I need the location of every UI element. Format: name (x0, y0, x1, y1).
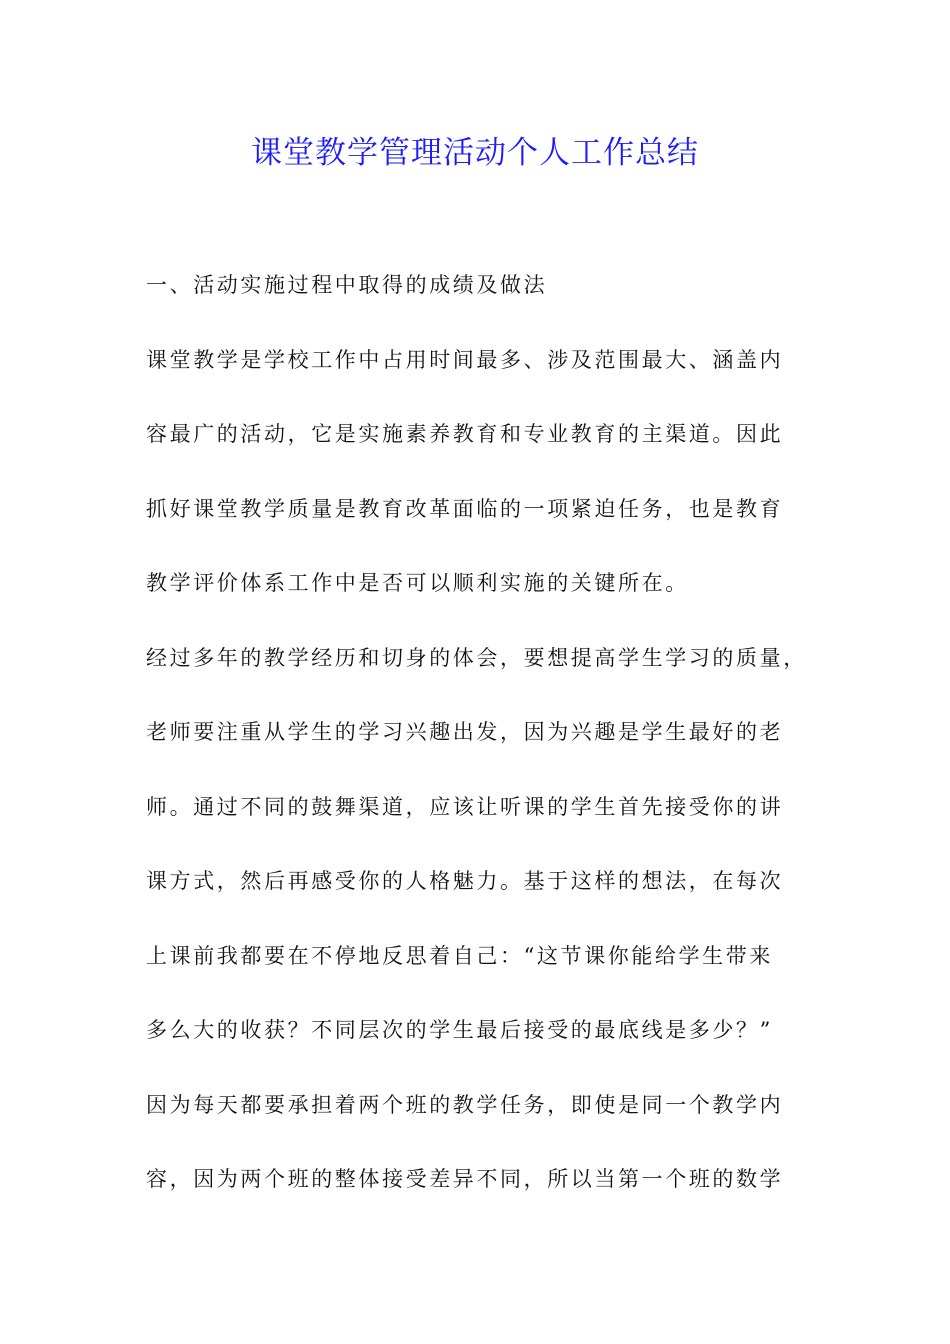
document-title: 课堂教学管理活动个人工作总结 (251, 135, 699, 171)
text-line: 课堂教学是学校工作中占用时间最多、涉及范围最大、涵盖内 (146, 347, 784, 372)
text-line: 教学评价体系工作中是否可以顺利实施的关键所在。 (146, 571, 689, 595)
text-line: 师。通过不同的鼓舞渠道，应该让听课的学生首先接受你的讲 (146, 794, 784, 819)
text-line: 因为每天都要承担着两个班的教学任务，即使是同一个教学内 (146, 1092, 784, 1117)
document-body (146, 262, 826, 1231)
text-line: 容，因为两个班的整体接受差异不同，所以当第一个班的数学 (146, 1167, 784, 1191)
text-line: 老师要注重从学生的学习兴趣出发，因为兴趣是学生最好的老 (146, 720, 784, 744)
text-line: 多么大的收获？不同层次的学生最后接受的最底线是多少？” (146, 1018, 773, 1042)
text-line: 容最广的活动，它是实施素养教育和专业教育的主渠道。因此 (146, 422, 784, 446)
text-line: 经过多年的教学经历和切身的体会，要想提高学生学习的质量， (146, 645, 807, 670)
text-line: 上课前我都要在不停地反思着自己：“这节课你能给学生带来 (146, 943, 773, 968)
section-heading: 一、活动实施过程中取得的成绩及做法 (146, 273, 548, 297)
text-line: 抓好课堂教学质量是教育改革面临的一项紧迫任务，也是教育 (146, 496, 784, 521)
text-line: 课方式，然后再感受你的人格魅力。基于这样的想法，在每次 (146, 869, 784, 893)
